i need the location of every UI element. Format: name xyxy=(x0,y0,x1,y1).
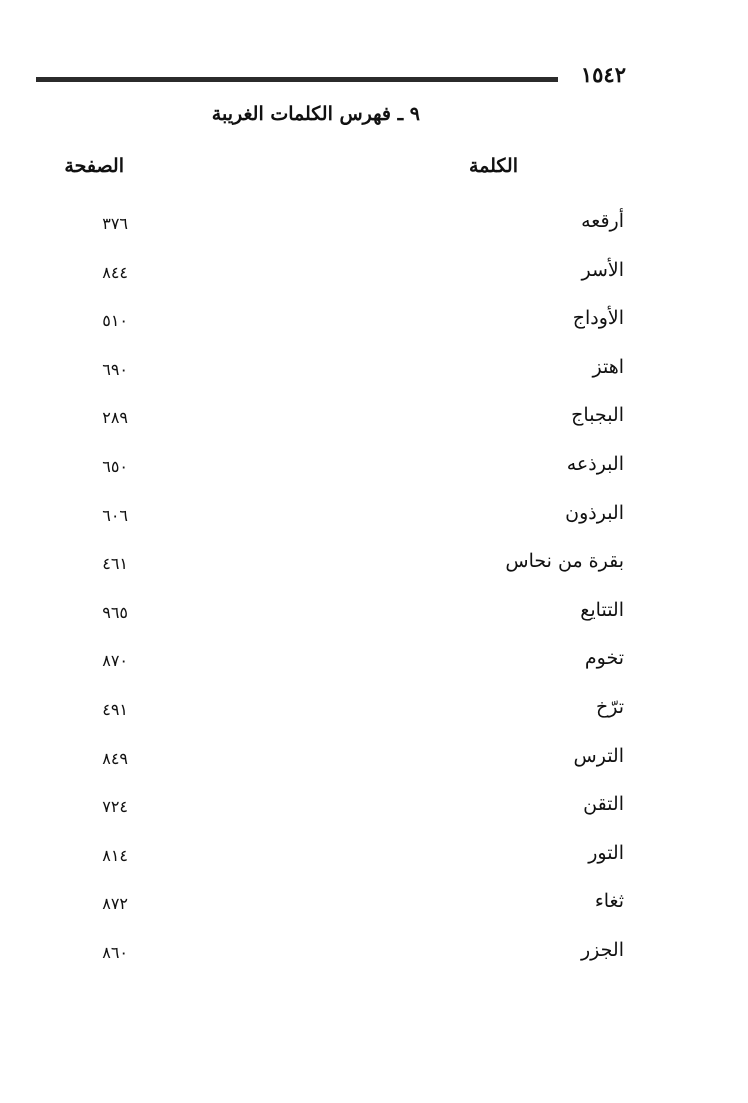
entry-page-number: ٨٤٤ xyxy=(102,262,128,282)
entry-word: الأوداج xyxy=(572,307,624,330)
index-entry xyxy=(0,842,748,882)
entry-word: ترّخ xyxy=(595,696,624,718)
index-entry xyxy=(0,745,748,785)
entry-page-number: ٨٧٢ xyxy=(102,894,128,914)
index-entry xyxy=(0,307,748,347)
index-entry xyxy=(0,890,748,930)
index-entry xyxy=(0,502,748,542)
entry-word: اهتز xyxy=(592,355,624,378)
index-entry xyxy=(0,404,748,444)
entry-word: التور xyxy=(588,841,624,864)
entry-page-number: ٧٢٤ xyxy=(102,797,128,817)
entry-page-number: ٩٦٥ xyxy=(102,602,128,622)
entry-page-number: ٨٤٩ xyxy=(102,748,128,768)
entry-page-number: ٥١٠ xyxy=(102,311,128,331)
entry-page-number: ٣٧٦ xyxy=(102,214,128,233)
entry-word: الجزر xyxy=(581,939,624,961)
entry-word: التقن xyxy=(583,793,624,816)
index-entry xyxy=(0,453,748,493)
entry-word: أرقعه xyxy=(581,210,624,232)
entry-word: ثغاء xyxy=(594,890,624,913)
page-number: ١٥٤٢ xyxy=(580,62,626,87)
entry-page-number: ٨٧٠ xyxy=(102,651,128,671)
entry-page-number: ٦٥٠ xyxy=(102,457,128,476)
entry-word: التتايع xyxy=(580,598,624,621)
entry-word: البرذون xyxy=(565,501,624,524)
index-entry xyxy=(0,696,748,736)
page-title: ٩ ـ فهرس الكلمات الغريبة xyxy=(211,103,420,125)
index-entry xyxy=(0,599,748,639)
entry-page-number: ٢٨٩ xyxy=(102,408,128,428)
entry-page-number: ٦٩٠ xyxy=(102,359,128,379)
entry-page-number: ٨٦٠ xyxy=(102,943,128,962)
index-entry xyxy=(0,210,748,250)
column-header-word: الكلمة xyxy=(468,155,518,177)
entry-page-number: ٤٩١ xyxy=(102,700,128,719)
entry-word: الأسر xyxy=(581,258,624,281)
index-entry xyxy=(0,939,748,979)
index-entry xyxy=(0,259,748,299)
entry-word: البجباج xyxy=(571,404,624,427)
index-entry xyxy=(0,647,748,687)
entry-page-number: ٨١٤ xyxy=(102,845,128,865)
index-entry xyxy=(0,550,748,590)
entry-word: البرذعه xyxy=(566,453,624,475)
index-entry xyxy=(0,356,748,396)
column-header-page: الصفحة xyxy=(64,155,124,177)
entry-page-number: ٦٠٦ xyxy=(102,505,128,525)
entry-word: الترس xyxy=(573,744,624,767)
entry-word: بقرة من نحاس xyxy=(505,550,624,573)
index-entry xyxy=(0,793,748,833)
entry-word: تخوم xyxy=(584,647,624,670)
entry-page-number: ٤٦١ xyxy=(102,554,128,574)
